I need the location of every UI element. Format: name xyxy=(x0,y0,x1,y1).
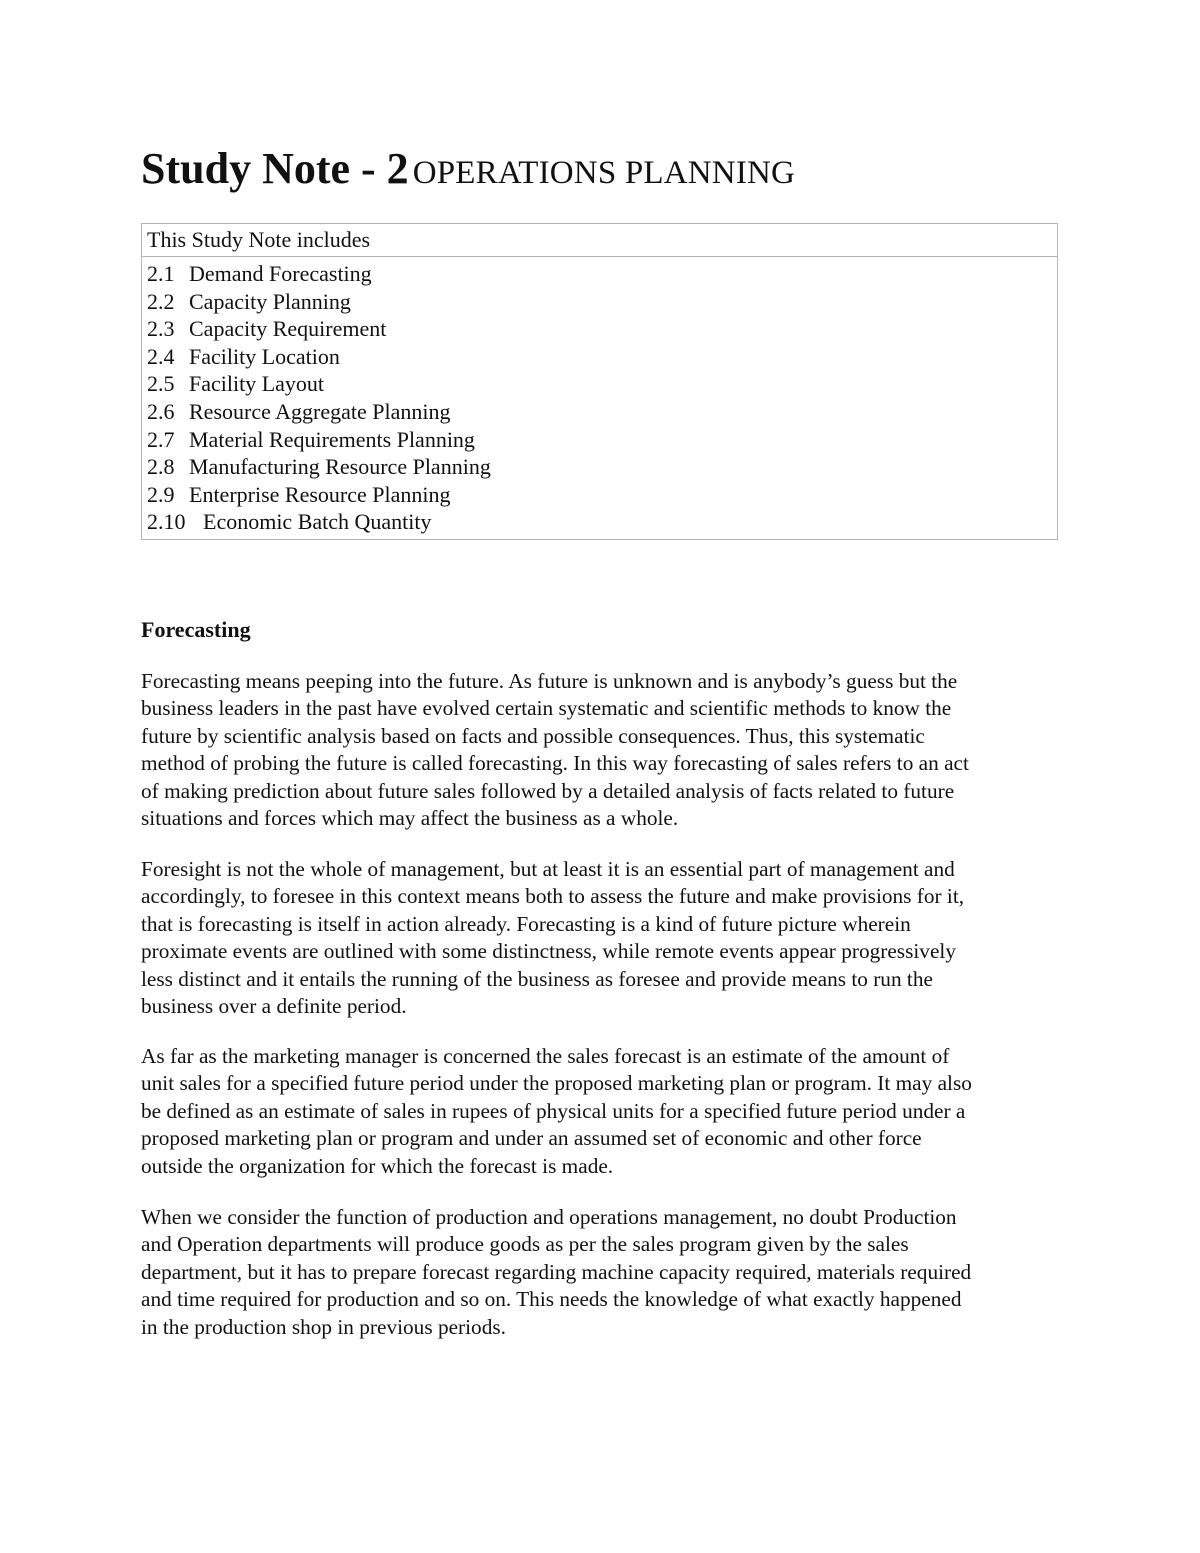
contents-list xyxy=(142,257,1057,539)
text-line: As far as the marketing manager is concerned the sales forecast is an estimate of the amount of xyxy=(141,1044,950,1068)
text-line: business over a definite period. xyxy=(141,994,407,1019)
title-study-note: Study Note - 2 xyxy=(141,144,409,193)
paragraph xyxy=(141,856,1061,1020)
contents-item-label: Capacity Requirement xyxy=(189,316,387,342)
text-line: of making prediction about future sales followed by a detailed analysis of facts related to future xyxy=(141,778,955,803)
page-title xyxy=(141,144,796,193)
contents-item-label: Material Requirements Planning xyxy=(189,426,475,452)
contents-item-number: 2.5 xyxy=(147,371,175,397)
section-heading: Forecasting xyxy=(141,617,251,642)
contents-item-label: Economic Batch Quantity xyxy=(203,509,432,535)
contents-item-label: Capacity Planning xyxy=(189,288,351,314)
paragraph xyxy=(141,1043,1061,1180)
text-line: less distinct and it entails the running of the business as foresee and provide means to run the xyxy=(141,966,933,991)
text-line: accordingly, to foresee in this context means both to assess the future and make provisions for it, xyxy=(141,884,965,909)
contents-item-label: Demand Forecasting xyxy=(189,261,372,286)
text-line: be defined as an estimate of sales in rupees of physical units for a specified future period under a xyxy=(141,1098,966,1123)
contents-item-label: Facility Layout xyxy=(189,371,325,397)
text-line: business leaders in the past have evolved certain systematic and scientific methods to know the xyxy=(141,696,952,721)
text-line: outside the organization for which the forecast is made. xyxy=(141,1153,614,1178)
contents-item-label: Resource Aggregate Planning xyxy=(189,398,451,424)
text-line: Foresight is not the whole of management, but at least it is an essential part of management and xyxy=(141,857,955,881)
contents-item xyxy=(147,508,1057,536)
text-line: future by scientific analysis based on facts and possible consequences. Thus, this systematic xyxy=(141,723,925,748)
contents-box xyxy=(141,223,1058,540)
text-line: department, but it has to prepare forecast regarding machine capacity required, materials required xyxy=(141,1259,972,1284)
contents-item-number: 2.2 xyxy=(147,288,175,314)
contents-heading: This Study Note includes xyxy=(142,224,1057,257)
contents-item-label: Enterprise Resource Planning xyxy=(189,481,451,507)
contents-item-number: 2.10 xyxy=(147,509,186,535)
text-line: When we consider the function of production and operations management, no doubt Production xyxy=(141,1205,957,1229)
contents-item-number: 2.3 xyxy=(147,316,175,342)
contents-item xyxy=(147,343,1057,371)
contents-item xyxy=(147,288,1057,316)
text-line: situations and forces which may affect the business as a whole. xyxy=(141,806,679,831)
title-subject: OPERATIONS PLANNING xyxy=(412,155,796,191)
contents-item xyxy=(147,426,1057,454)
text-line: and Operation departments will produce goods as per the sales program given by the sales xyxy=(141,1232,909,1257)
text-line: Forecasting means peeping into the future. As future is unknown and is anybody’s guess but the xyxy=(141,669,958,693)
text-line: proximate events are outlined with some distinctness, while remote events appear progressively xyxy=(141,939,956,964)
text-line: that is forecasting is itself in action already. Forecasting is a kind of future picture wherein xyxy=(141,911,911,936)
contents-item-number: 2.9 xyxy=(147,481,175,507)
text-line: in the production shop in previous periods. xyxy=(141,1314,506,1339)
contents-item xyxy=(147,370,1057,398)
contents-item-number: 2.8 xyxy=(147,454,175,480)
contents-item xyxy=(147,260,1057,288)
contents-item-label: Manufacturing Resource Planning xyxy=(189,454,491,480)
contents-item xyxy=(147,315,1057,343)
text-line: unit sales for a specified future period under the proposed marketing plan or program. It may also xyxy=(141,1071,972,1096)
contents-item-number: 2.1 xyxy=(147,261,175,286)
paragraph xyxy=(141,1204,1061,1341)
text-line: and time required for production and so on. This needs the knowledge of what exactly happened xyxy=(141,1287,962,1312)
text-line: method of probing the future is called forecasting. In this way forecasting of sales refers to an act xyxy=(141,751,969,776)
contents-item-number: 2.4 xyxy=(147,343,175,369)
text-line: proposed marketing plan or program and under an assumed set of economic and other force xyxy=(141,1126,922,1151)
contents-item-number: 2.7 xyxy=(147,426,175,452)
contents-item xyxy=(147,453,1057,481)
contents-item-label: Facility Location xyxy=(189,343,340,369)
contents-item xyxy=(147,398,1057,426)
paragraph xyxy=(141,668,1061,832)
contents-item xyxy=(147,481,1057,509)
contents-item-number: 2.6 xyxy=(147,398,175,424)
